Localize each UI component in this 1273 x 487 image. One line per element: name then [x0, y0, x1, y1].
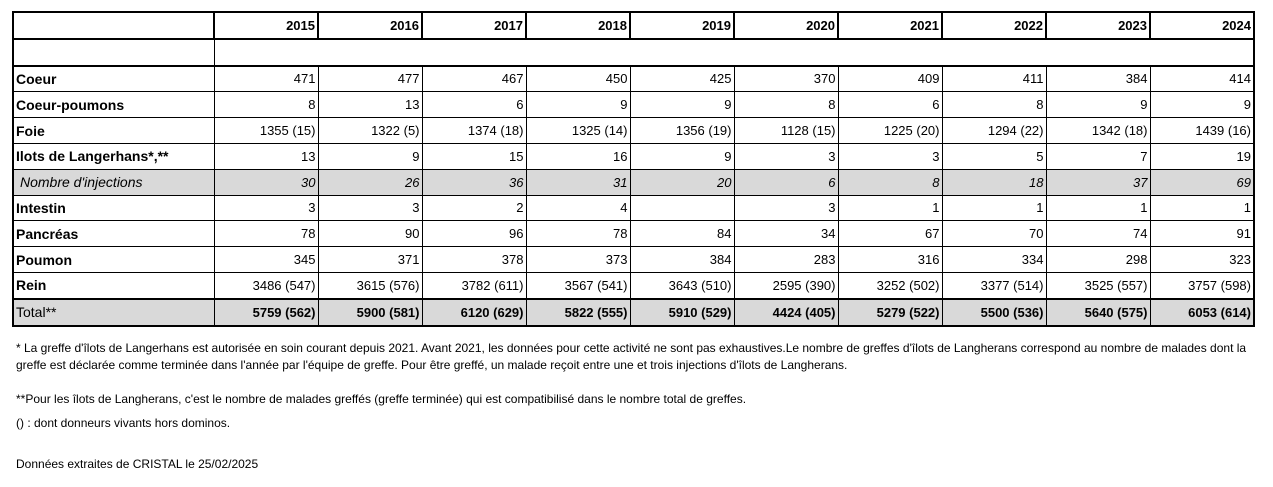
value-cell: 2595 (390) [734, 272, 838, 298]
footnote-parentheses: () : dont donneurs vivants hors dominos. [16, 416, 231, 430]
value-cell: 5910 (529) [630, 299, 734, 326]
value-cell: 70 [942, 221, 1046, 247]
value-cell: 371 [318, 247, 422, 273]
year-header: 2015 [214, 12, 318, 39]
value-cell: 5900 (581) [318, 299, 422, 326]
value-cell: 1355 (15) [214, 118, 318, 144]
value-cell: 1322 (5) [318, 118, 422, 144]
footnote-langerhans: * La greffe d'îlots de Langerhans est autorisée en soin courant depuis 2021. Avant 2021, les données pour cette activité ne sont pas exhaustives.Le nombre de greffes d'îlots de Langherans correspond au nombre de malades dont la greffe est déclarée comme terminée dans l'année par l'équipe de greffe. Pour être greffé, un malade reçoit entre une et trois injections d'îlots de Langherans. [16, 341, 1247, 372]
value-cell: 3 [734, 195, 838, 221]
table-row [13, 195, 1254, 221]
value-cell: 20 [630, 169, 734, 195]
row-label-coeur-poumons: Coeur-poumons [13, 92, 214, 118]
row-label-total: Total** [13, 299, 214, 326]
value-cell: 13 [318, 92, 422, 118]
value-cell: 370 [734, 66, 838, 92]
footnotes [16, 340, 1261, 473]
value-cell: 384 [1046, 66, 1150, 92]
year-header: 2016 [318, 12, 422, 39]
value-cell: 1 [942, 195, 1046, 221]
year-header: 2019 [630, 12, 734, 39]
value-cell: 5822 (555) [526, 299, 630, 326]
row-label-rein: Rein [13, 272, 214, 298]
footnote-total: **Pour les îlots de Langherans, c'est le nombre de malades greffés (greffe terminée) qui est compatibilisé dans le nombre total de greffes. [16, 392, 747, 406]
value-cell: 1356 (19) [630, 118, 734, 144]
value-cell: 3757 (598) [1150, 272, 1254, 298]
row-label-poumon: Poumon [13, 247, 214, 273]
value-cell: 1374 (18) [422, 118, 526, 144]
value-cell: 323 [1150, 247, 1254, 273]
table-row [13, 247, 1254, 273]
row-label-nombre-d-injections: Nombre d'injections [13, 169, 214, 195]
value-cell: 96 [422, 221, 526, 247]
table-body [13, 12, 1254, 326]
value-cell: 1 [1046, 195, 1150, 221]
value-cell: 1342 (18) [1046, 118, 1150, 144]
table-row [13, 118, 1254, 144]
value-cell: 5500 (536) [942, 299, 1046, 326]
value-cell: 15 [422, 143, 526, 169]
value-cell: 3 [838, 143, 942, 169]
value-cell: 6053 (614) [1150, 299, 1254, 326]
value-cell: 1294 (22) [942, 118, 1046, 144]
table-row [13, 92, 1254, 118]
year-header: 2021 [838, 12, 942, 39]
table-row [13, 221, 1254, 247]
value-cell: 3377 (514) [942, 272, 1046, 298]
value-cell: 5279 (522) [838, 299, 942, 326]
value-cell: 3615 (576) [318, 272, 422, 298]
value-cell: 298 [1046, 247, 1150, 273]
data-source: Données extraites de CRISTAL le 25/02/2025 [16, 457, 259, 471]
value-cell: 78 [526, 221, 630, 247]
value-cell: 5 [942, 143, 1046, 169]
value-cell: 6 [838, 92, 942, 118]
value-cell: 8 [734, 92, 838, 118]
table-row [13, 272, 1254, 298]
value-cell: 345 [214, 247, 318, 273]
value-cell: 8 [214, 92, 318, 118]
value-cell: 5640 (575) [1046, 299, 1150, 326]
value-cell [630, 195, 734, 221]
value-cell: 67 [838, 221, 942, 247]
value-cell: 9 [318, 143, 422, 169]
value-cell: 467 [422, 66, 526, 92]
value-cell: 6 [734, 169, 838, 195]
value-cell: 7 [1046, 143, 1150, 169]
value-cell: 450 [526, 66, 630, 92]
value-cell: 13 [214, 143, 318, 169]
transplant-table [12, 11, 1255, 327]
value-cell: 3 [734, 143, 838, 169]
value-cell: 6120 (629) [422, 299, 526, 326]
value-cell: 414 [1150, 66, 1254, 92]
value-cell: 425 [630, 66, 734, 92]
row-label-coeur: Coeur [13, 66, 214, 92]
value-cell: 34 [734, 221, 838, 247]
value-cell: 3525 (557) [1046, 272, 1150, 298]
value-cell: 31 [526, 169, 630, 195]
value-cell: 69 [1150, 169, 1254, 195]
value-cell: 316 [838, 247, 942, 273]
value-cell: 3252 (502) [838, 272, 942, 298]
value-cell: 1325 (14) [526, 118, 630, 144]
value-cell: 1225 (20) [838, 118, 942, 144]
value-cell: 8 [838, 169, 942, 195]
blank-span-cell [214, 39, 1254, 66]
value-cell: 3782 (611) [422, 272, 526, 298]
table-row [13, 66, 1254, 92]
value-cell: 1128 (15) [734, 118, 838, 144]
value-cell: 36 [422, 169, 526, 195]
year-header: 2023 [1046, 12, 1150, 39]
value-cell: 9 [1046, 92, 1150, 118]
value-cell: 9 [526, 92, 630, 118]
value-cell: 19 [1150, 143, 1254, 169]
year-header: 2020 [734, 12, 838, 39]
blank-row [13, 39, 1254, 66]
table-row [13, 299, 1254, 326]
value-cell: 411 [942, 66, 1046, 92]
value-cell: 283 [734, 247, 838, 273]
value-cell: 409 [838, 66, 942, 92]
value-cell: 3643 (510) [630, 272, 734, 298]
value-cell: 471 [214, 66, 318, 92]
year-header: 2022 [942, 12, 1046, 39]
row-label-pancreas: Pancréas [13, 221, 214, 247]
value-cell: 6 [422, 92, 526, 118]
value-cell: 5759 (562) [214, 299, 318, 326]
value-cell: 3 [318, 195, 422, 221]
value-cell: 477 [318, 66, 422, 92]
value-cell: 373 [526, 247, 630, 273]
value-cell: 90 [318, 221, 422, 247]
value-cell: 1439 (16) [1150, 118, 1254, 144]
value-cell: 4424 (405) [734, 299, 838, 326]
value-cell: 74 [1046, 221, 1150, 247]
header-row [13, 12, 1254, 39]
value-cell: 334 [942, 247, 1046, 273]
value-cell: 4 [526, 195, 630, 221]
value-cell: 9 [630, 143, 734, 169]
value-cell: 8 [942, 92, 1046, 118]
value-cell: 384 [630, 247, 734, 273]
value-cell: 37 [1046, 169, 1150, 195]
blank-cell [13, 39, 214, 66]
header-corner-cell [13, 12, 214, 39]
table-row [13, 143, 1254, 169]
value-cell: 30 [214, 169, 318, 195]
value-cell: 16 [526, 143, 630, 169]
row-label-ilots-de-langerhans: Ilots de Langerhans*,** [13, 143, 214, 169]
value-cell: 1 [838, 195, 942, 221]
value-cell: 3567 (541) [526, 272, 630, 298]
value-cell: 18 [942, 169, 1046, 195]
value-cell: 9 [630, 92, 734, 118]
table-row [13, 169, 1254, 195]
value-cell: 2 [422, 195, 526, 221]
value-cell: 3 [214, 195, 318, 221]
value-cell: 1 [1150, 195, 1254, 221]
value-cell: 84 [630, 221, 734, 247]
row-label-foie: Foie [13, 118, 214, 144]
value-cell: 91 [1150, 221, 1254, 247]
value-cell: 378 [422, 247, 526, 273]
year-header: 2017 [422, 12, 526, 39]
year-header: 2024 [1150, 12, 1254, 39]
value-cell: 9 [1150, 92, 1254, 118]
year-header: 2018 [526, 12, 630, 39]
value-cell: 26 [318, 169, 422, 195]
value-cell: 3486 (547) [214, 272, 318, 298]
row-label-intestin: Intestin [13, 195, 214, 221]
value-cell: 78 [214, 221, 318, 247]
